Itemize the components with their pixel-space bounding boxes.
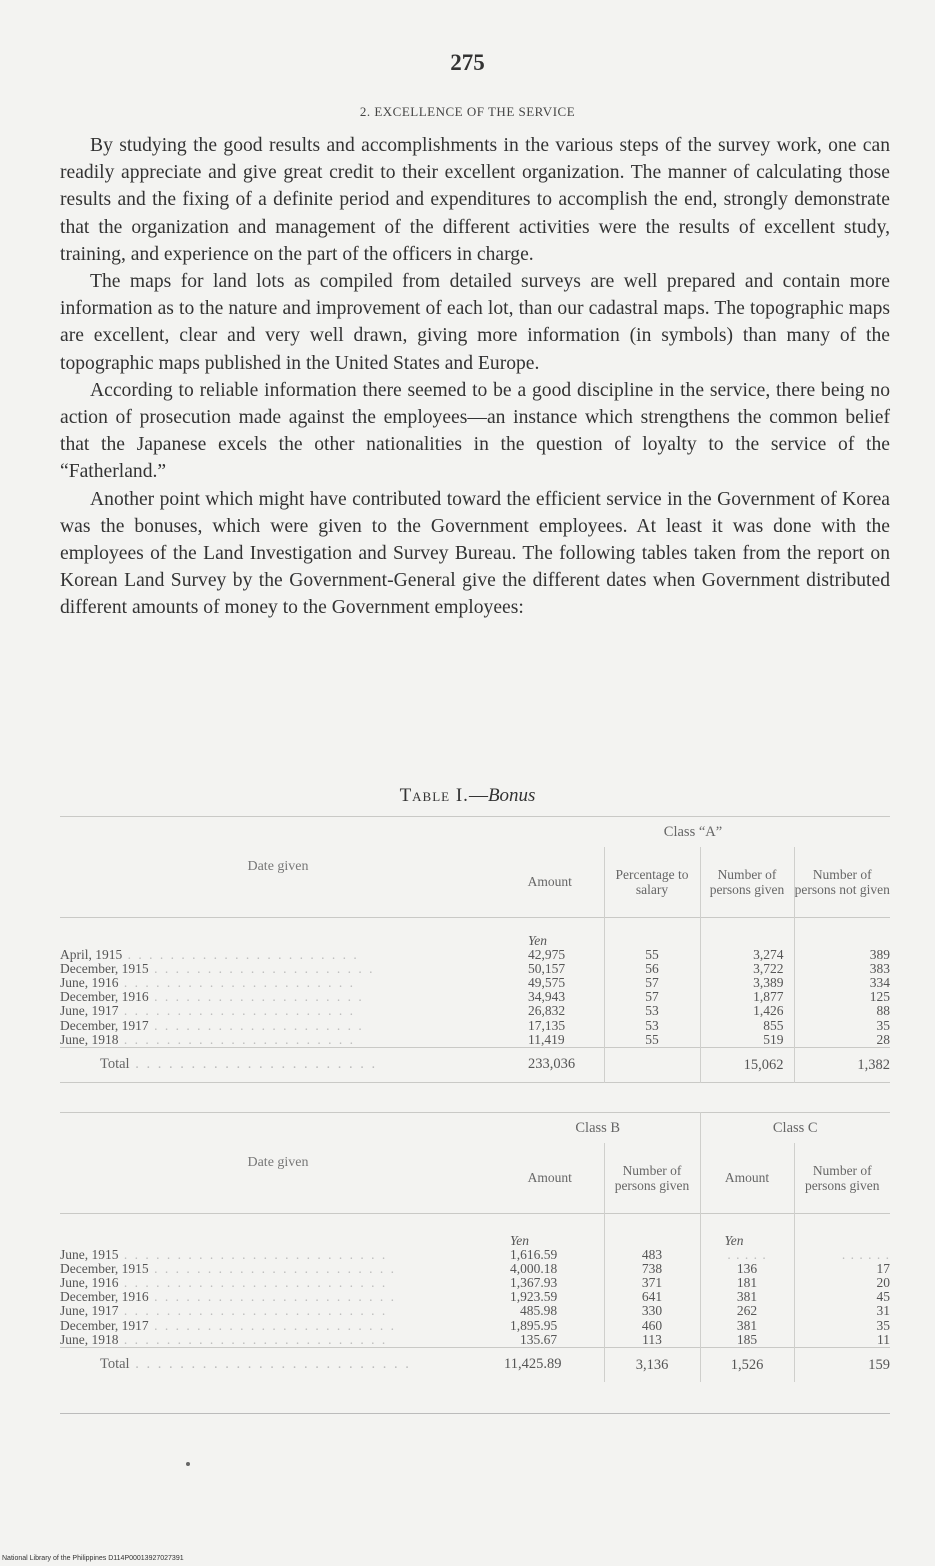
class-b-persons-cell: 483 [641, 1246, 663, 1262]
section-heading: 2. EXCELLENCE OF THE SERVICE [359, 104, 576, 119]
class-a-header: Class “A” [663, 823, 723, 840]
persons-not-given-cell: 389 [869, 946, 890, 962]
total-percentage [604, 1047, 700, 1082]
total-persons-not-given: 1,382 [794, 1047, 890, 1082]
persons-not-given-cell: 28 [876, 1031, 890, 1047]
class-c-persons-header: Number of persons given [794, 1143, 890, 1213]
class-c-persons-cell: 35 [876, 1317, 890, 1333]
amount-header: Amount [527, 874, 572, 890]
total-class-c-persons: 159 [794, 1347, 890, 1382]
class-b-amount-cell: 1,895.95 [510, 1317, 558, 1333]
persons-not-given-header: Number of persons not given [794, 847, 890, 917]
footer-watermark: National Library of the Philippines D114P00013927027391 [2, 1555, 184, 1562]
total-label: Total [100, 1056, 130, 1073]
class-b-amount-cell: 1,616.59 [510, 1246, 558, 1262]
class-b-persons-cell: 330 [641, 1303, 663, 1319]
body-text [60, 132, 890, 622]
class-c-amount-cell: 262 [736, 1303, 758, 1319]
unit-label: Yen [724, 1232, 744, 1248]
total-amount: 233,036 [528, 1056, 576, 1073]
persons-given-cell: 3,274 [753, 946, 784, 962]
amount-cell: 26,832 [528, 1003, 566, 1019]
persons-given-cell: 3,722 [753, 960, 784, 976]
persons-not-given-cell: 383 [869, 960, 890, 976]
unit-label: Yen [510, 1232, 530, 1248]
total-class-b-persons: 3,136 [604, 1347, 700, 1382]
percentage-cell: 53 [645, 1017, 659, 1033]
class-b-persons-cell: 371 [641, 1274, 663, 1290]
date-given-header: Date given [60, 817, 496, 918]
class-c-amount-cell: . . . . . [727, 1246, 767, 1262]
ink-dot [186, 1462, 190, 1466]
paragraph: According to reliable information there seemed to be a good discipline in the service, there being no action of prosecution made against the employees—an instance which strengthens the common belief that the Japanese excels the other nationalities in the question of loyalty to the service of the “Fatherland.” [60, 379, 890, 483]
class-c-amount-cell: 181 [736, 1274, 758, 1290]
date-cell: December, 1916 . . . . . . . . . . . . . . . . . . . . [60, 990, 364, 1005]
paragraph: The maps for land lots as compiled from detailed surveys are well prepared and contain more information as to the nature and improvement of each lot, than our cadastral maps. The topographic maps are excellent, clear and very well drawn, giving more information (in symbols) than many of the topographic maps published in the United States and Europe. [60, 271, 890, 374]
percentage-cell: 53 [645, 1003, 659, 1019]
paragraph: Another point which might have contributed toward the efficient service in the Government of Korea was the bonuses, which were given to the Government employees. At least it was done with the employees of the Land Investigation and Survey Bureau. The following tables taken from the report on Korean Land Survey by the Government-General give the different dates when Government distributed different amounts of money to the Government employees: [60, 488, 890, 619]
page-number: 275 [450, 50, 485, 75]
amount-cell: 17,135 [528, 1017, 566, 1033]
table-title [0, 785, 935, 807]
persons-not-given-cell: 334 [869, 974, 890, 990]
date-cell: June, 1917 . . . . . . . . . . . . . . . . . . . . . . . . . [60, 1304, 388, 1319]
class-b-persons-header: Number of persons given [604, 1143, 700, 1213]
date-cell: June, 1918 . . . . . . . . . . . . . . . . . . . . . . [60, 1032, 355, 1047]
class-b-amount-cell: 1,367.93 [510, 1274, 558, 1290]
total-label: Total [100, 1356, 130, 1373]
class-c-amount-cell: 381 [736, 1317, 758, 1333]
persons-given-cell: 519 [763, 1031, 784, 1047]
persons-given-cell: 1,426 [753, 1003, 784, 1019]
date-cell: December, 1915 . . . . . . . . . . . . . . . . . . . . . [60, 961, 375, 976]
amount-cell: 49,575 [528, 974, 566, 990]
table-title-prefix: Table I. [399, 785, 469, 806]
date-cell: December, 1916 . . . . . . . . . . . . . . . . . . . . . . . [60, 1290, 396, 1305]
percentage-header: Percentage to salary [604, 847, 700, 917]
persons-given-cell: 855 [763, 1017, 784, 1033]
persons-not-given-cell: 88 [876, 1003, 890, 1019]
class-c-header: Class C [700, 1113, 890, 1144]
total-persons-given: 15,062 [700, 1047, 794, 1082]
unit-label: Yen [528, 932, 548, 948]
class-b-header: Class B [575, 1119, 621, 1136]
bonus-table-class-a [60, 816, 890, 1083]
class-c-persons-cell: 17 [876, 1260, 890, 1276]
date-cell: June, 1917 . . . . . . . . . . . . . . . . . . . . . . [60, 1004, 355, 1019]
class-c-persons-cell: 20 [876, 1274, 890, 1290]
table-title-dash: — [468, 785, 488, 806]
persons-not-given-cell: 35 [876, 1017, 890, 1033]
class-c-amount-cell: 185 [736, 1331, 758, 1347]
percentage-cell: 56 [645, 960, 659, 976]
class-c-persons-cell: 45 [876, 1289, 890, 1305]
date-cell: June, 1916 . . . . . . . . . . . . . . . . . . . . . . . . . [60, 1275, 388, 1290]
date-given-header: Date given [60, 1113, 496, 1214]
amount-cell: 42,975 [528, 946, 566, 962]
percentage-cell: 55 [645, 946, 659, 962]
class-b-amount-cell: 1,923.59 [510, 1289, 558, 1305]
date-cell: December, 1915 . . . . . . . . . . . . . . . . . . . . . . . [60, 1261, 396, 1276]
class-b-amount-cell: 4,000.18 [510, 1260, 558, 1276]
total-class-b-amount: 11,425.89 [504, 1356, 562, 1373]
class-c-amount-cell: 136 [736, 1260, 758, 1276]
percentage-cell: 55 [645, 1031, 659, 1047]
bottom-rule [60, 1413, 890, 1414]
class-c-persons-cell: 31 [876, 1303, 890, 1319]
class-b-amount-cell: 485.98 [520, 1303, 558, 1319]
total-label-cell: Total . . . . . . . . . . . . . . . . . . . . . . . . . [60, 1347, 496, 1382]
persons-given-header: Number of persons given [700, 847, 794, 917]
date-cell: December, 1917 . . . . . . . . . . . . . . . . . . . . [60, 1018, 364, 1033]
amount-cell: 50,157 [528, 960, 566, 976]
date-cell: June, 1916 . . . . . . . . . . . . . . . . . . . . . . [60, 975, 355, 990]
class-b-amount-header: Amount [527, 1170, 572, 1186]
persons-not-given-cell: 125 [869, 989, 890, 1005]
class-b-persons-cell: 460 [641, 1317, 663, 1333]
percentage-cell: 57 [645, 989, 659, 1005]
date-cell: June, 1915 . . . . . . . . . . . . . . . . . . . . . . . . . [60, 1247, 388, 1262]
class-b-persons-cell: 641 [641, 1289, 663, 1305]
class-c-amount-header: Amount [700, 1143, 794, 1213]
date-cell: June, 1918 . . . . . . . . . . . . . . . . . . . . . . . . . [60, 1332, 388, 1347]
total-class-c-amount: 1,526 [700, 1347, 794, 1382]
table-title-italic: Bonus [487, 785, 536, 806]
class-b-amount-cell: 135.67 [520, 1331, 558, 1347]
persons-given-cell: 3,389 [753, 974, 784, 990]
class-c-persons-cell: . . . . . . [841, 1246, 890, 1262]
percentage-cell: 57 [645, 974, 659, 990]
class-c-amount-cell: 381 [736, 1289, 758, 1305]
class-b-persons-cell: 113 [642, 1331, 662, 1347]
amount-cell: 11,419 [528, 1031, 565, 1047]
class-b-persons-cell: 738 [641, 1260, 663, 1276]
persons-given-cell: 1,877 [753, 989, 784, 1005]
bonus-table-class-b-c [60, 1112, 890, 1382]
date-cell: April, 1915 . . . . . . . . . . . . . . . . . . . . . . [60, 947, 359, 962]
class-c-persons-cell: 11 [877, 1331, 890, 1347]
paragraph: By studying the good results and accomplishments in the various steps of the survey work, one can readily appreciate and give great credit to their excellent organization. The manner of calculating those results and the fixing of a definite period and expenditures to accomplish the end, strongly demonstrate that the organization and management of the different activities were the results of excellent study, training, and experience on the part of the officers in charge. [60, 135, 890, 265]
amount-cell: 34,943 [528, 989, 566, 1005]
date-cell: December, 1917 . . . . . . . . . . . . . . . . . . . . . . . [60, 1318, 396, 1333]
total-label-cell: Total . . . . . . . . . . . . . . . . . . . . . . [60, 1047, 496, 1082]
